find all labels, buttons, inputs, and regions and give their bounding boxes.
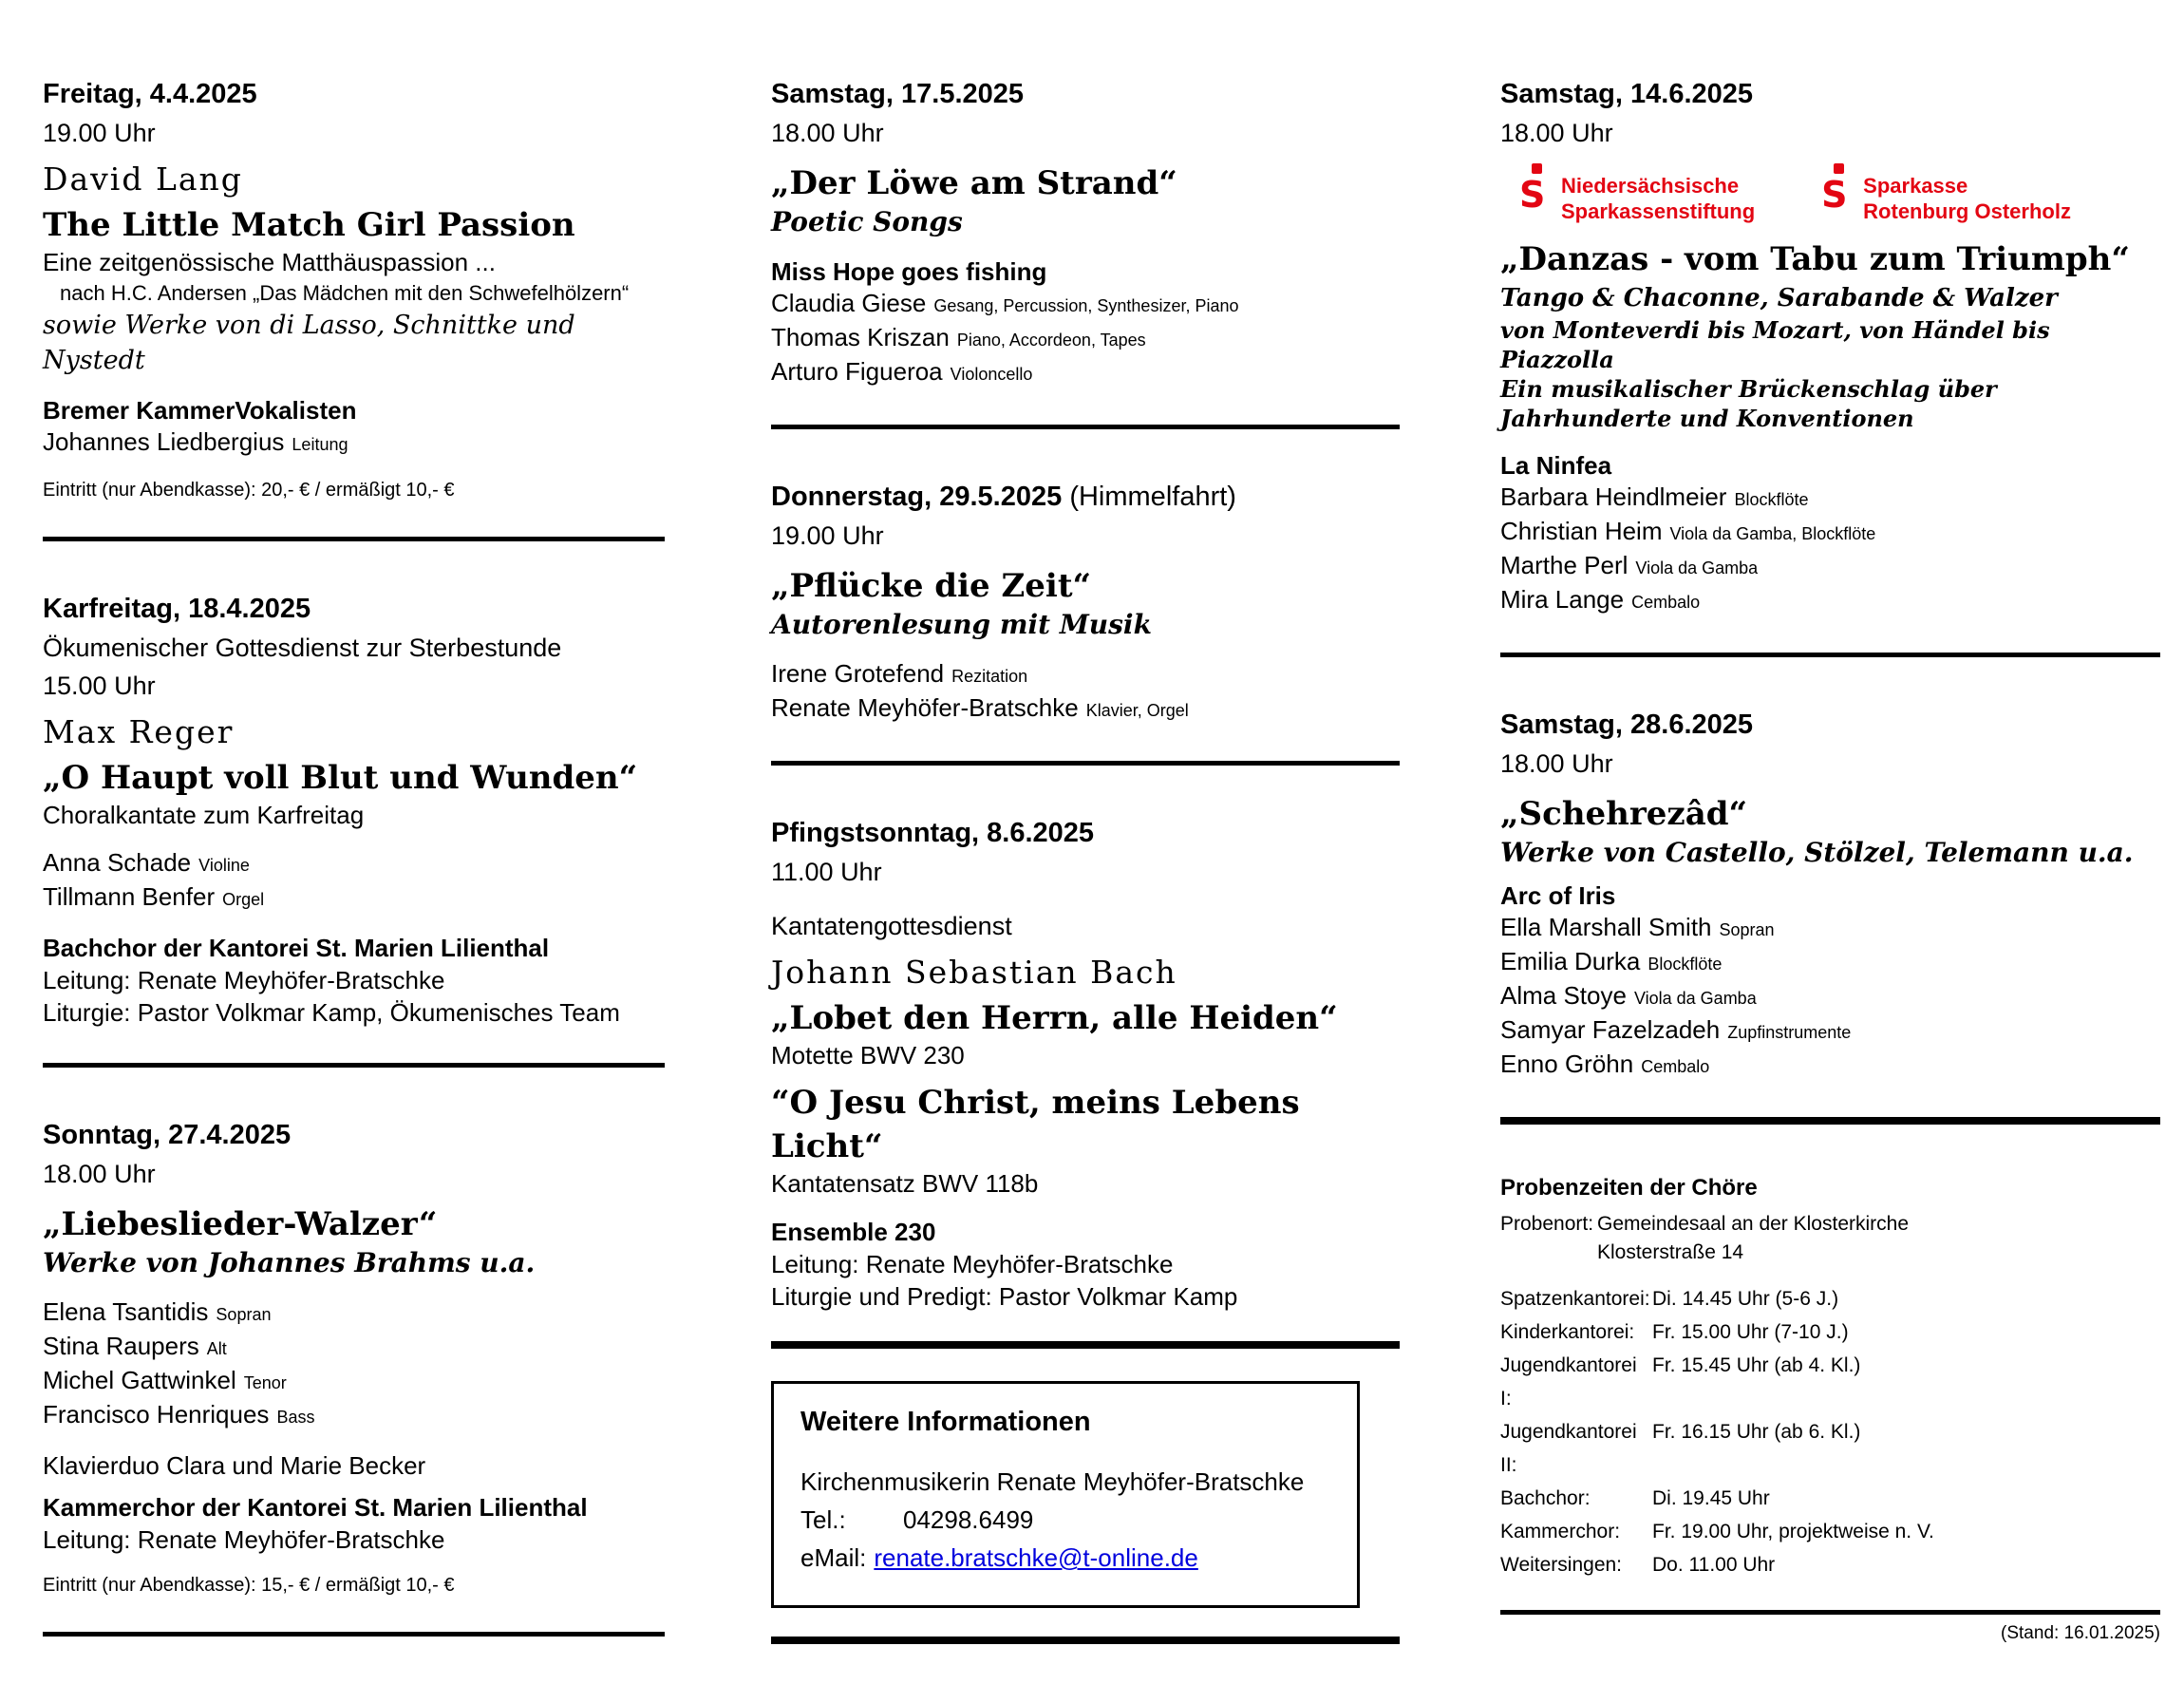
phone-number: 04298.6499	[903, 1505, 1034, 1534]
event-time: 19.00 Uhr	[771, 521, 884, 550]
work-title: „Der Löwe am Strand“	[771, 164, 1177, 202]
work-title: „Danzas - vom Tabu zum Triumph“	[1500, 240, 2130, 278]
performer	[1500, 1049, 2160, 1083]
rehearsal-time: Di. 14.45 Uhr (5-6 J.)	[1652, 1288, 1839, 1310]
performer	[43, 881, 665, 916]
performer-name: Stina Raupers	[43, 1332, 199, 1360]
performer-name: Alma Stoye	[1500, 981, 1627, 1010]
rehearsal-times-section	[1500, 1172, 2160, 1581]
sponsor-name-line: Sparkassenstiftung	[1561, 199, 1756, 223]
work-subtitle: Werke von Johannes Brahms u.a.	[43, 1247, 536, 1278]
performer	[43, 1296, 665, 1331]
performer-name: Arturo Figueroa	[771, 357, 943, 386]
rehearsal-time: Fr. 15.45 Uhr (ab 4. Kl.)	[1652, 1354, 1861, 1376]
performer	[1500, 482, 2160, 516]
rehearsal-row	[1500, 1349, 2160, 1415]
work-title: “O Jesu Christ, meins Lebens Licht“	[771, 1084, 1300, 1165]
performer-name: Anna Schade	[43, 848, 192, 877]
email-label: eMail:	[800, 1543, 867, 1572]
performer-role: Violoncello	[950, 365, 1033, 384]
performer-name: Renate Meyhöfer-Bratschke	[771, 693, 1079, 722]
ensemble-name: Arc of Iris	[1500, 881, 1616, 910]
performer-name: Irene Grotefend	[771, 659, 945, 688]
event-pfingstsonntag-8-6-2025	[771, 813, 1400, 1313]
rehearsal-time: Fr. 19.00 Uhr, projektweise n. V.	[1652, 1521, 1934, 1542]
performer-name: Marthe Perl	[1500, 551, 1629, 579]
event-date: Freitag, 4.4.2025	[43, 79, 257, 109]
event-time: 18.00 Uhr	[43, 1160, 156, 1188]
choir-name: Weitersingen:	[1500, 1554, 1623, 1576]
performer	[1500, 516, 2160, 550]
performer-role: Viola da Gamba	[1635, 558, 1759, 577]
performer-role: Tenor	[243, 1373, 287, 1392]
ensemble-name: Kammerchor der Kantorei St. Marien Lilienthal	[43, 1493, 588, 1522]
rehearsal-time: Di. 19.45 Uhr	[1652, 1487, 1770, 1509]
performer-name: Barbara Heindlmeier	[1500, 482, 1727, 511]
ensemble-group	[771, 1216, 1400, 1313]
performer	[43, 1399, 665, 1433]
event-date: Sonntag, 27.4.2025	[43, 1120, 292, 1150]
event-date-suffix: (Himmelfahrt)	[1069, 482, 1236, 512]
work-description: Ein musikalischer Brückenschlag über Jahrhunderte und Konventionen	[1500, 375, 1997, 432]
performer-role: Piano, Accordeon, Tapes	[956, 331, 1146, 350]
sponsor-logo-text	[1863, 161, 2071, 224]
performer-name: Samyar Fazelzadeh	[1500, 1015, 1721, 1044]
performer	[1500, 584, 2160, 618]
admission-note: Eintritt (nur Abendkasse): 15,- € / ermäßigt 10,- €	[43, 1575, 455, 1596]
performers-group	[43, 1296, 665, 1433]
performer	[1500, 1014, 2160, 1049]
choir-name: Bachchor:	[1500, 1487, 1591, 1509]
performer	[1500, 912, 2160, 946]
sparkassenstiftung-logo	[1519, 161, 1755, 224]
leitung-line: Leitung: Renate Meyhöfer-Bratschke	[43, 1525, 445, 1554]
ensemble-name: Bachchor der Kantorei St. Marien Lilienthal	[43, 934, 550, 962]
performer-role: Cembalo	[1631, 593, 1701, 612]
ensemble-name: Miss Hope goes fishing	[771, 257, 1047, 286]
sparkasse-s-glyph: S	[1821, 174, 1848, 216]
composer-name: Johann Sebastian Bach	[771, 954, 1177, 991]
performers-group	[771, 658, 1400, 727]
version-date-note: (Stand: 16.01.2025)	[2001, 1623, 2160, 1643]
event-time: 18.00 Uhr	[771, 119, 884, 147]
performer-name: Johannes Liedbergius	[43, 427, 285, 456]
work-description: nach H.C. Andersen „Das Mädchen mit den Schwefelhölzern“	[60, 281, 630, 305]
event-date: Samstag, 17.5.2025	[771, 79, 1025, 109]
performer	[43, 426, 665, 461]
event-date: Pfingstsonntag, 8.6.2025	[771, 818, 1095, 848]
performer-name: Mira Lange	[1500, 585, 1625, 614]
work-description: Kantatensatz BWV 118b	[771, 1169, 1039, 1198]
performer-name: Tillmann Benfer	[43, 882, 216, 911]
work-title: „Liebeslieder-Walzer“	[43, 1205, 438, 1243]
performer-role: Viola da Gamba	[1633, 989, 1757, 1008]
divider	[1500, 653, 2160, 657]
divider	[771, 1341, 1400, 1349]
event-samstag-28-6-2025	[1500, 705, 2160, 1083]
service-type: Ökumenischer Gottesdienst zur Sterbestunde	[43, 634, 562, 662]
piano-duo-line: Klavierduo Clara und Marie Becker	[43, 1451, 426, 1480]
event-date: Samstag, 14.6.2025	[1500, 79, 1754, 109]
event-karfreitag-18-4-2025	[43, 589, 665, 1029]
ensemble-group	[43, 932, 665, 1029]
composer-name: David Lang	[43, 161, 243, 198]
work-description: Eine zeitgenössische Matthäuspassion ...	[43, 248, 496, 276]
work-subtitle: Werke von Castello, Stölzel, Telemann u.a.	[1500, 837, 2134, 868]
performer-role: Leitung	[292, 435, 348, 454]
admission-note: Eintritt (nur Abendkasse): 20,- € / ermäßigt 10,- €	[43, 480, 455, 501]
rehearsal-location	[1500, 1210, 2160, 1239]
event-samstag-14-6-2025	[1500, 74, 2160, 618]
rehearsal-row	[1500, 1282, 2160, 1315]
divider	[43, 537, 665, 541]
performer-name: Claudia Giese	[771, 289, 927, 317]
divider	[1500, 1117, 2160, 1125]
performer-role: Violine	[198, 856, 250, 875]
work-description: Choralkantate zum Karfreitag	[43, 801, 365, 829]
choir-name: Spatzenkantorei:	[1500, 1288, 1650, 1310]
info-box-heading: Weitere Informationen	[800, 1407, 1091, 1437]
performer	[43, 1331, 665, 1365]
performer	[771, 692, 1400, 727]
performer-name: Ella Marshall Smith	[1500, 913, 1712, 941]
event-sonntag-27-4-2025	[43, 1115, 665, 1598]
column-left	[43, 74, 665, 1684]
performer-role: Rezitation	[951, 667, 1028, 686]
choir-name: Jugendkantorei II:	[1500, 1421, 1637, 1476]
sponsor-name-line: Rotenburg Osterholz	[1863, 199, 2071, 223]
work-title: The Little Match Girl Passion	[43, 206, 575, 244]
event-samstag-17-5-2025	[771, 74, 1400, 390]
work-subtitle: Tango & Chaconne, Sarabande & Walzer	[1500, 284, 2058, 312]
performers-group	[1500, 880, 2160, 1083]
sparkasse-dot-icon	[1834, 163, 1844, 174]
sparkasse-s-icon	[1821, 161, 1852, 216]
performer-name: Christian Heim	[1500, 517, 1663, 545]
performers-group	[43, 847, 665, 916]
performer-role: Cembalo	[1641, 1057, 1710, 1076]
work-subtitle: Autorenlesung mit Musik	[771, 609, 1152, 640]
column-middle	[771, 74, 1400, 1676]
performer-name: Elena Tsantidis	[43, 1297, 209, 1326]
ensemble-name: Bremer KammerVokalisten	[43, 396, 357, 425]
performer	[771, 356, 1400, 390]
performer	[771, 322, 1400, 356]
event-date-text: Donnerstag, 29.5.2025	[771, 482, 1063, 512]
rehearsal-row	[1500, 1415, 2160, 1482]
performer-role: Blockflöte	[1734, 490, 1809, 509]
performer	[1500, 946, 2160, 980]
choir-name: Kinderkantorei:	[1500, 1321, 1635, 1343]
performer	[43, 847, 665, 881]
performer-role: Bass	[276, 1408, 315, 1427]
rehearsal-heading: Probenzeiten der Chöre	[1500, 1175, 1758, 1201]
work-title: „Pflücke die Zeit“	[771, 567, 1092, 605]
event-time: 15.00 Uhr	[43, 672, 156, 700]
ensemble-name: La Ninfea	[1500, 451, 1612, 480]
sponsor-name-line: Sparkasse	[1863, 174, 1968, 198]
email-line	[800, 1539, 1330, 1577]
performer-name: Emilia Durka	[1500, 947, 1641, 975]
performers-group	[43, 394, 665, 461]
rehearsal-row	[1500, 1515, 2160, 1548]
work-description: von Monteverdi bis Mozart, von Händel bis Piazzolla	[1500, 316, 2050, 373]
sponsor-logos	[1519, 161, 2160, 224]
divider	[771, 761, 1400, 766]
event-time: 19.00 Uhr	[43, 119, 156, 147]
event-time: 18.00 Uhr	[1500, 749, 1613, 778]
divider	[771, 425, 1400, 429]
rehearsal-time: Do. 11.00 Uhr	[1652, 1554, 1776, 1576]
sparkasse-dot-icon	[1532, 163, 1542, 174]
rehearsal-row	[1500, 1315, 2160, 1349]
sponsor-logo-text	[1561, 161, 1755, 224]
column-right	[1500, 74, 2160, 1645]
sparkasse-s-icon	[1519, 161, 1550, 216]
divider	[1500, 1610, 2160, 1615]
sparkasse-rotenburg-logo	[1821, 161, 2071, 224]
performer	[771, 658, 1400, 692]
phone-label: Tel.:	[800, 1505, 846, 1534]
liturgie-line: Liturgie: Pastor Volkmar Kamp, Ökumenisches Team	[43, 998, 620, 1027]
sponsor-name-line: Niedersächsische	[1561, 174, 1740, 198]
performer-role: Klavier, Orgel	[1085, 701, 1189, 720]
performer-role: Sopran	[216, 1305, 272, 1324]
rehearsal-row	[1500, 1482, 2160, 1515]
choir-name: Jugendkantorei I:	[1500, 1354, 1637, 1410]
work-description: Motette BWV 230	[771, 1041, 965, 1069]
performer-role: Zupfinstrumente	[1727, 1023, 1852, 1042]
performer-name: Thomas Kriszan	[771, 323, 950, 351]
performer-role: Gesang, Percussion, Synthesizer, Piano	[933, 296, 1239, 315]
performers-group	[1500, 449, 2160, 618]
contact-person: Kirchenmusikerin Renate Meyhöfer-Bratschke	[800, 1467, 1305, 1496]
performers-group	[771, 255, 1400, 390]
choir-name: Kammerchor:	[1500, 1521, 1621, 1542]
performer-role: Orgel	[222, 890, 265, 909]
work-title: „Schehrezâd“	[1500, 795, 1748, 833]
performer-role: Sopran	[1719, 920, 1775, 939]
leitung-line: Leitung: Renate Meyhöfer-Bratschke	[771, 1250, 1174, 1278]
event-time: 11.00 Uhr	[771, 858, 882, 886]
rehearsal-time: Fr. 16.15 Uhr (ab 6. Kl.)	[1652, 1421, 1861, 1443]
performer-name: Francisco Henriques	[43, 1400, 270, 1429]
work-title: „Lobet den Herrn, alle Heiden“	[771, 999, 1338, 1037]
location-value: Gemeindesaal an der Klosterkirche	[1597, 1213, 1910, 1235]
work-description: sowie Werke von di Lasso, Schnittke und Nystedt	[43, 311, 575, 375]
ensemble-group	[43, 1449, 665, 1482]
performer	[1500, 550, 2160, 584]
event-freitag-4-4-2025	[43, 74, 665, 502]
performer-role: Blockflöte	[1647, 955, 1723, 974]
performer-name: Enno Gröhn	[1500, 1050, 1634, 1078]
performer-role: Viola da Gamba, Blockflöte	[1669, 524, 1876, 543]
liturgie-line: Liturgie und Predigt: Pastor Volkmar Kamp	[771, 1282, 1238, 1311]
performer-name: Michel Gattwinkel	[43, 1366, 236, 1394]
phone-line	[800, 1501, 1330, 1539]
divider	[771, 1637, 1400, 1644]
performer	[1500, 980, 2160, 1014]
work-subtitle: Poetic Songs	[771, 206, 963, 237]
divider	[43, 1063, 665, 1068]
rehearsal-row	[1500, 1548, 2160, 1581]
event-time: 18.00 Uhr	[1500, 119, 1613, 147]
event-date	[771, 477, 1400, 517]
leitung-line: Leitung: Renate Meyhöfer-Bratschke	[43, 966, 445, 994]
performer-role: Alt	[206, 1339, 227, 1358]
event-donnerstag-29-5-2025	[771, 477, 1400, 727]
ensemble-name: Ensemble 230	[771, 1218, 936, 1246]
service-type: Kantatengottesdienst	[771, 912, 1012, 940]
composer-name: Max Reger	[43, 713, 235, 750]
email-link[interactable]: renate.bratschke@t-online.de	[874, 1543, 1198, 1572]
work-title: „O Haupt voll Blut und Wunden“	[43, 759, 638, 797]
contact-info-box	[771, 1381, 1360, 1608]
rehearsal-location-line2: Klosterstraße 14	[1597, 1241, 1744, 1263]
divider	[43, 1632, 665, 1637]
sparkasse-s-glyph: S	[1519, 174, 1546, 216]
rehearsal-time: Fr. 15.00 Uhr (7-10 J.)	[1652, 1321, 1849, 1343]
rehearsal-table	[1500, 1282, 2160, 1581]
performer	[43, 1365, 665, 1399]
event-date: Karfreitag, 18.4.2025	[43, 594, 311, 624]
event-date: Samstag, 28.6.2025	[1500, 710, 1754, 740]
location-label: Probenort:	[1500, 1213, 1594, 1235]
performer	[771, 288, 1400, 322]
